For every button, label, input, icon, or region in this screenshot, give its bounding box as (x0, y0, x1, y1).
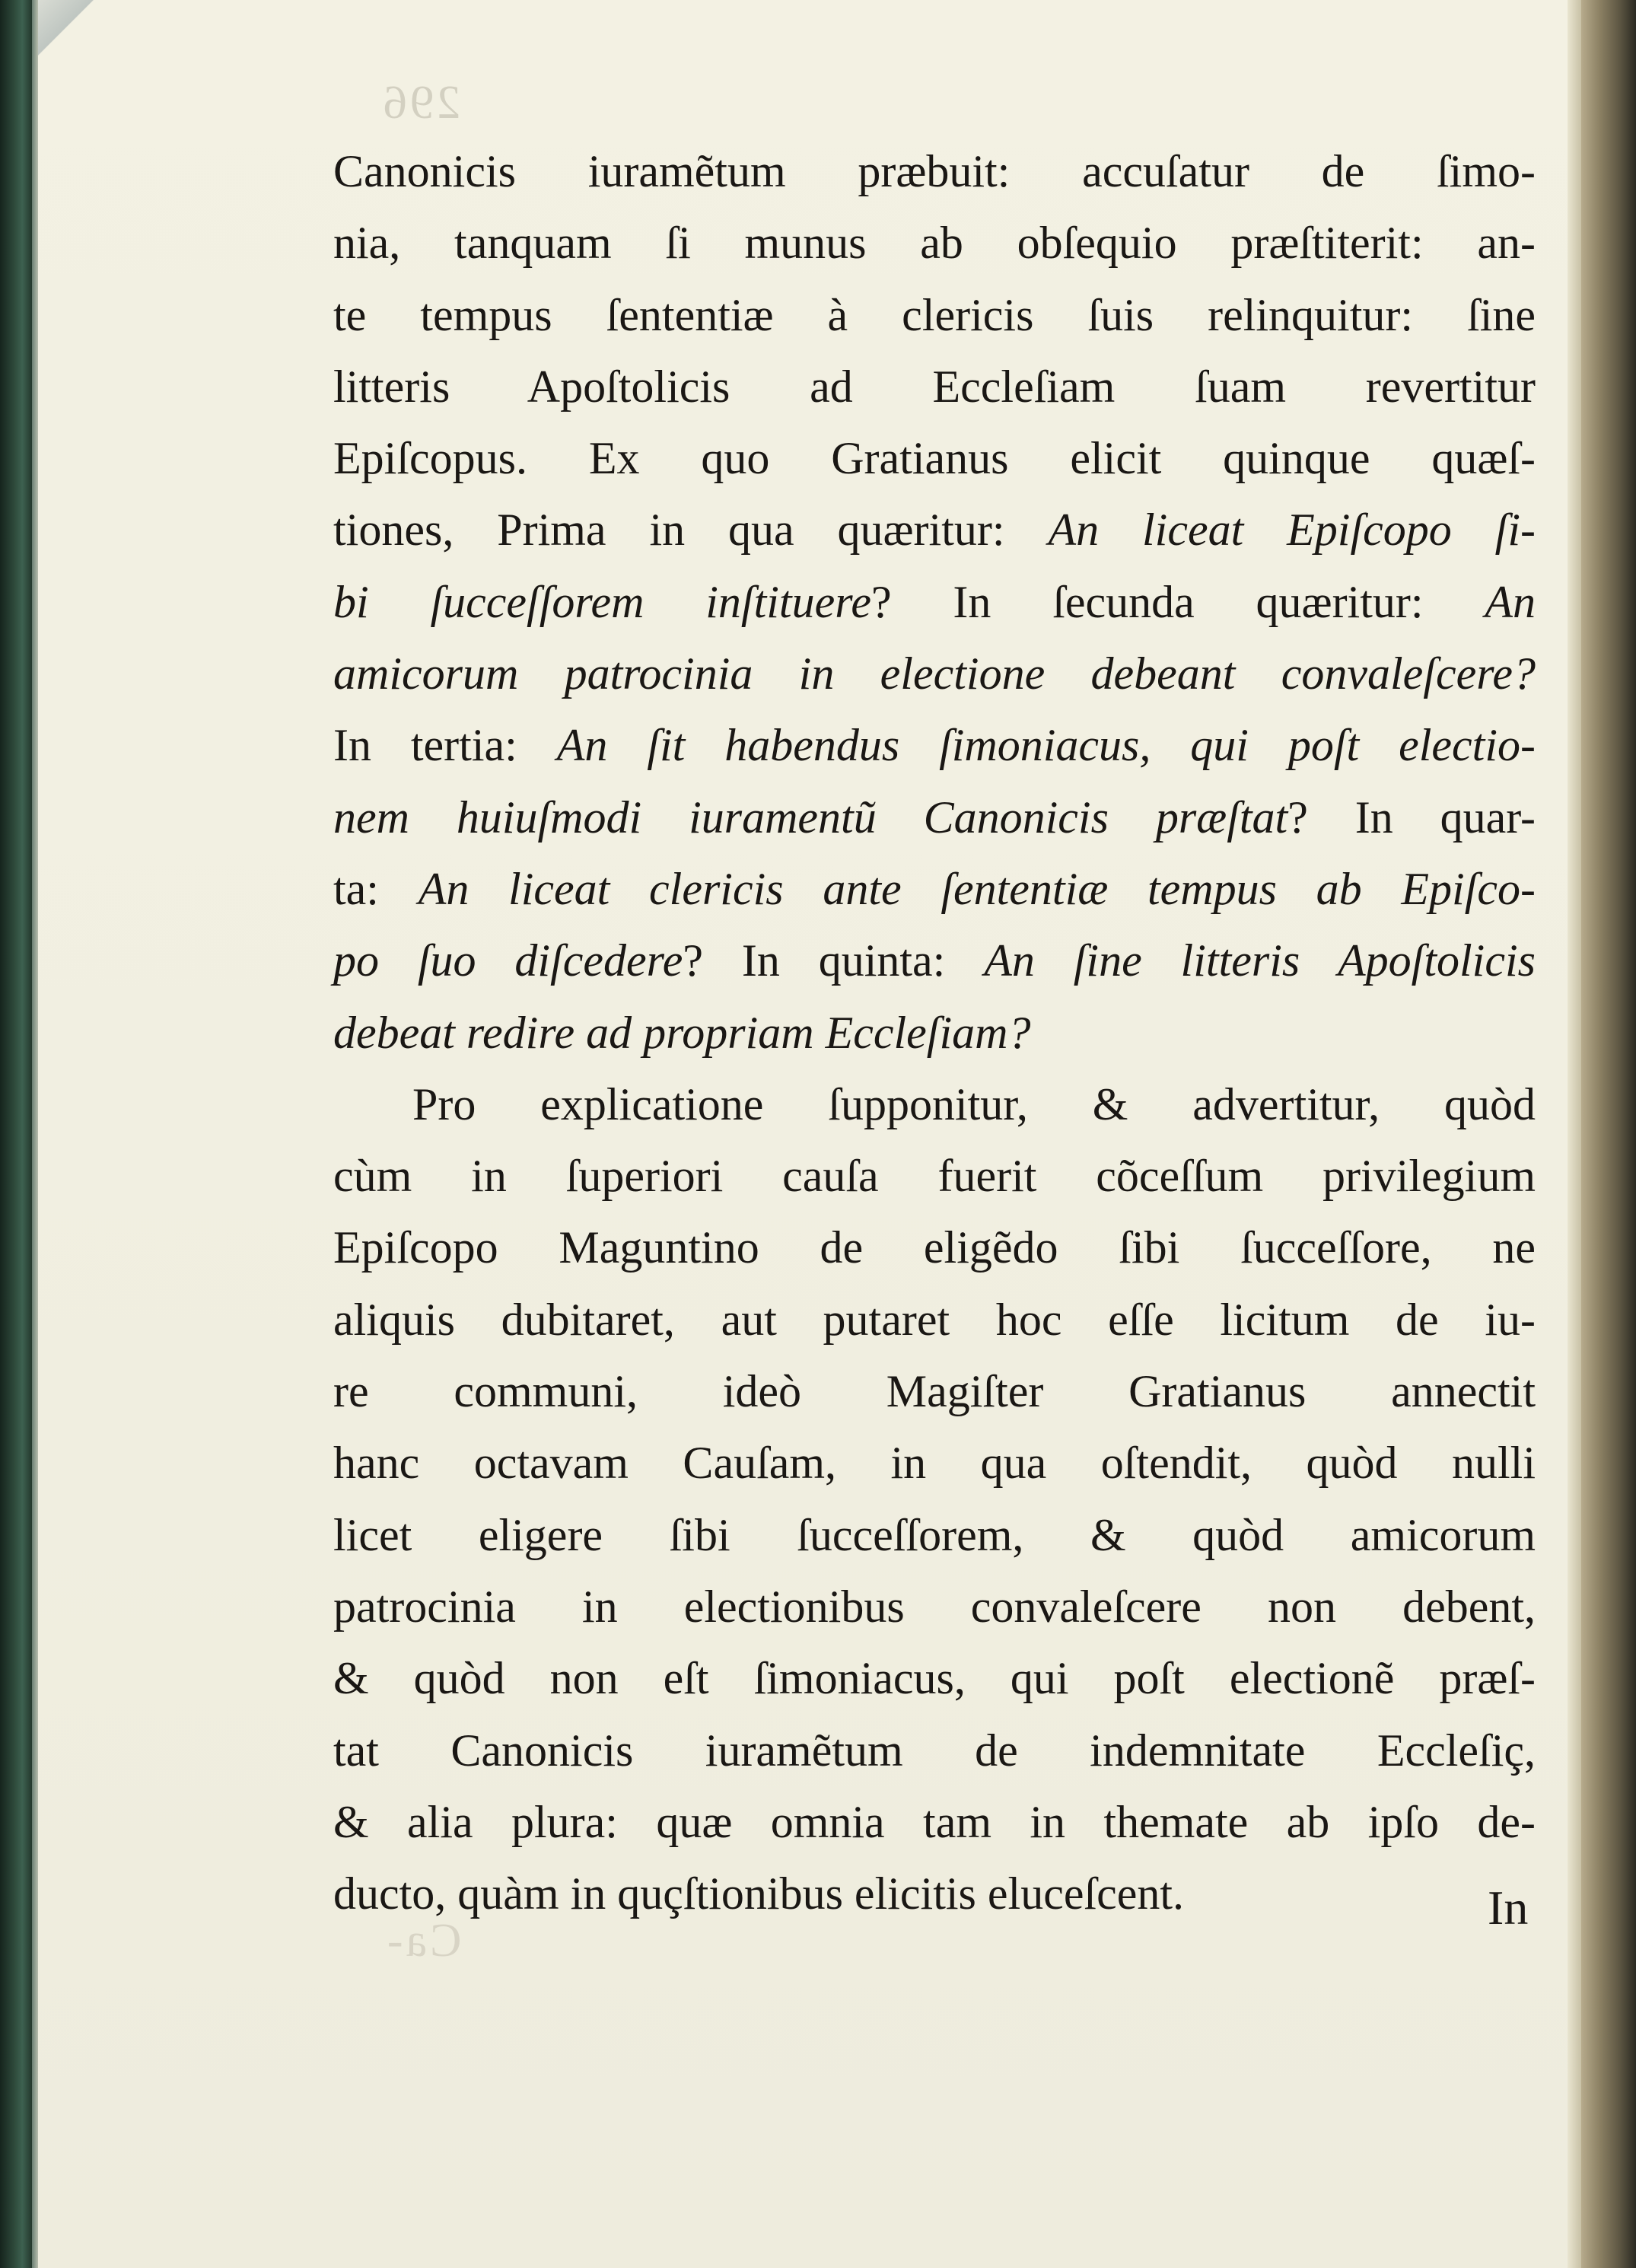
page-stack-edge (1568, 0, 1581, 2268)
italic-run: debeat redire ad propriam Eccleſiam? (333, 1007, 1031, 1058)
roman-run: te tempus ſententiæ à clericis ſuis relinquitur: ſine (333, 289, 1536, 340)
roman-run: nia, tanquam ſi munus ab obſequio præſtiterit: an- (333, 218, 1536, 269)
text-line: & quòd non eſt ſimoniacus, qui poſt electionẽ præſ- (333, 1653, 1536, 1704)
text-line: aliquis dubitaret, aut putaret hoc eſſe licitum de iu- (333, 1294, 1536, 1345)
roman-run: ? In ſecunda quæritur: (871, 576, 1485, 627)
text-line (333, 207, 1536, 279)
page-number-mirrored: 296 (380, 77, 460, 129)
text-line: hanc octavam Cauſam, in qua oſtendit, quòd nulli (333, 1438, 1536, 1489)
italic-run: amicorum patrocinia in electione debeant convaleſcere? (333, 648, 1536, 699)
text-line: re communi, ideò Magiſter Gratianus annectit (333, 1366, 1536, 1417)
text-line: patrocinia in electionibus convaleſcere non debent, (333, 1581, 1536, 1632)
roman-run: tiones, Prima in qua quæritur: (333, 505, 1049, 556)
roman-run: litteris Apoſtolicis ad Eccleſiam ſuam revertitur (333, 361, 1536, 412)
text-line (333, 853, 1536, 925)
paragraph-summary (333, 135, 1536, 1069)
roman-run: Epiſcopus. Ex quo Gratianus elicit quinque quæſ- (333, 433, 1536, 484)
text-line (333, 638, 1536, 709)
text-line: tat Canonicis iuramẽtum de indemnitate Eccleſiç, (333, 1725, 1536, 1776)
roman-run: ? In quinta: (683, 935, 985, 986)
text-line: licet eligere ſibi ſucceſſorem, & quòd amicorum (333, 1509, 1536, 1560)
book-cover-edge (1581, 0, 1636, 2268)
text-line (333, 997, 1536, 1069)
italic-run: po ſuo diſcedere (333, 935, 683, 986)
torn-corner (38, 0, 99, 61)
text-line: cùm in ſuperiori cauſa fuerit cõceſſum privilegium (333, 1151, 1536, 1202)
roman-run: In tertia: (333, 720, 557, 771)
text-line: & alia plura: quæ omnia tam in themate ab ipſo de- (333, 1796, 1536, 1847)
italic-run: nem huiuſmodi iuramentũ Canonicis præſtat (333, 792, 1288, 843)
bleed-through-catchword: Ca- (384, 1915, 462, 1967)
paragraph-explanation (333, 1069, 1536, 1930)
main-text (333, 135, 1536, 1929)
catchword: In (1488, 1881, 1529, 1935)
italic-run: bi ſucceſſorem inſtituere (333, 576, 871, 627)
text-line (333, 279, 1536, 351)
roman-run: Canonicis iuramẽtum præbuit: accuſatur de ſimo- (333, 146, 1536, 196)
text-line: ducto, quàm in quçſtionibus elicitis eluceſcent. (333, 1868, 1185, 1919)
text-line: Pro explicatione ſupponitur, & advertitur, quòd (412, 1078, 1536, 1129)
text-line (333, 494, 1536, 565)
text-line (333, 925, 1536, 996)
text-line (333, 135, 1536, 207)
italic-run: An liceat clericis ante ſententiæ tempus ab Epiſco- (418, 863, 1536, 914)
text-line (333, 566, 1536, 638)
text-line (333, 782, 1536, 853)
italic-run: An (1485, 576, 1536, 627)
book-binding-spine (0, 0, 32, 2268)
italic-run: An liceat Epiſcopo ſi- (1048, 505, 1536, 556)
text-line (333, 422, 1536, 494)
italic-run: An ſit habendus ſimoniacus, qui poſt electio- (556, 720, 1536, 771)
roman-run: ta: (333, 863, 419, 914)
text-line (333, 709, 1536, 781)
roman-run: ? In quar- (1287, 792, 1536, 843)
text-line: Epiſcopo Maguntino de eligẽdo ſibi ſucceſſore, ne (333, 1222, 1536, 1273)
text-line (333, 351, 1536, 422)
italic-run: An ſine litteris Apoſtolicis (984, 935, 1536, 986)
